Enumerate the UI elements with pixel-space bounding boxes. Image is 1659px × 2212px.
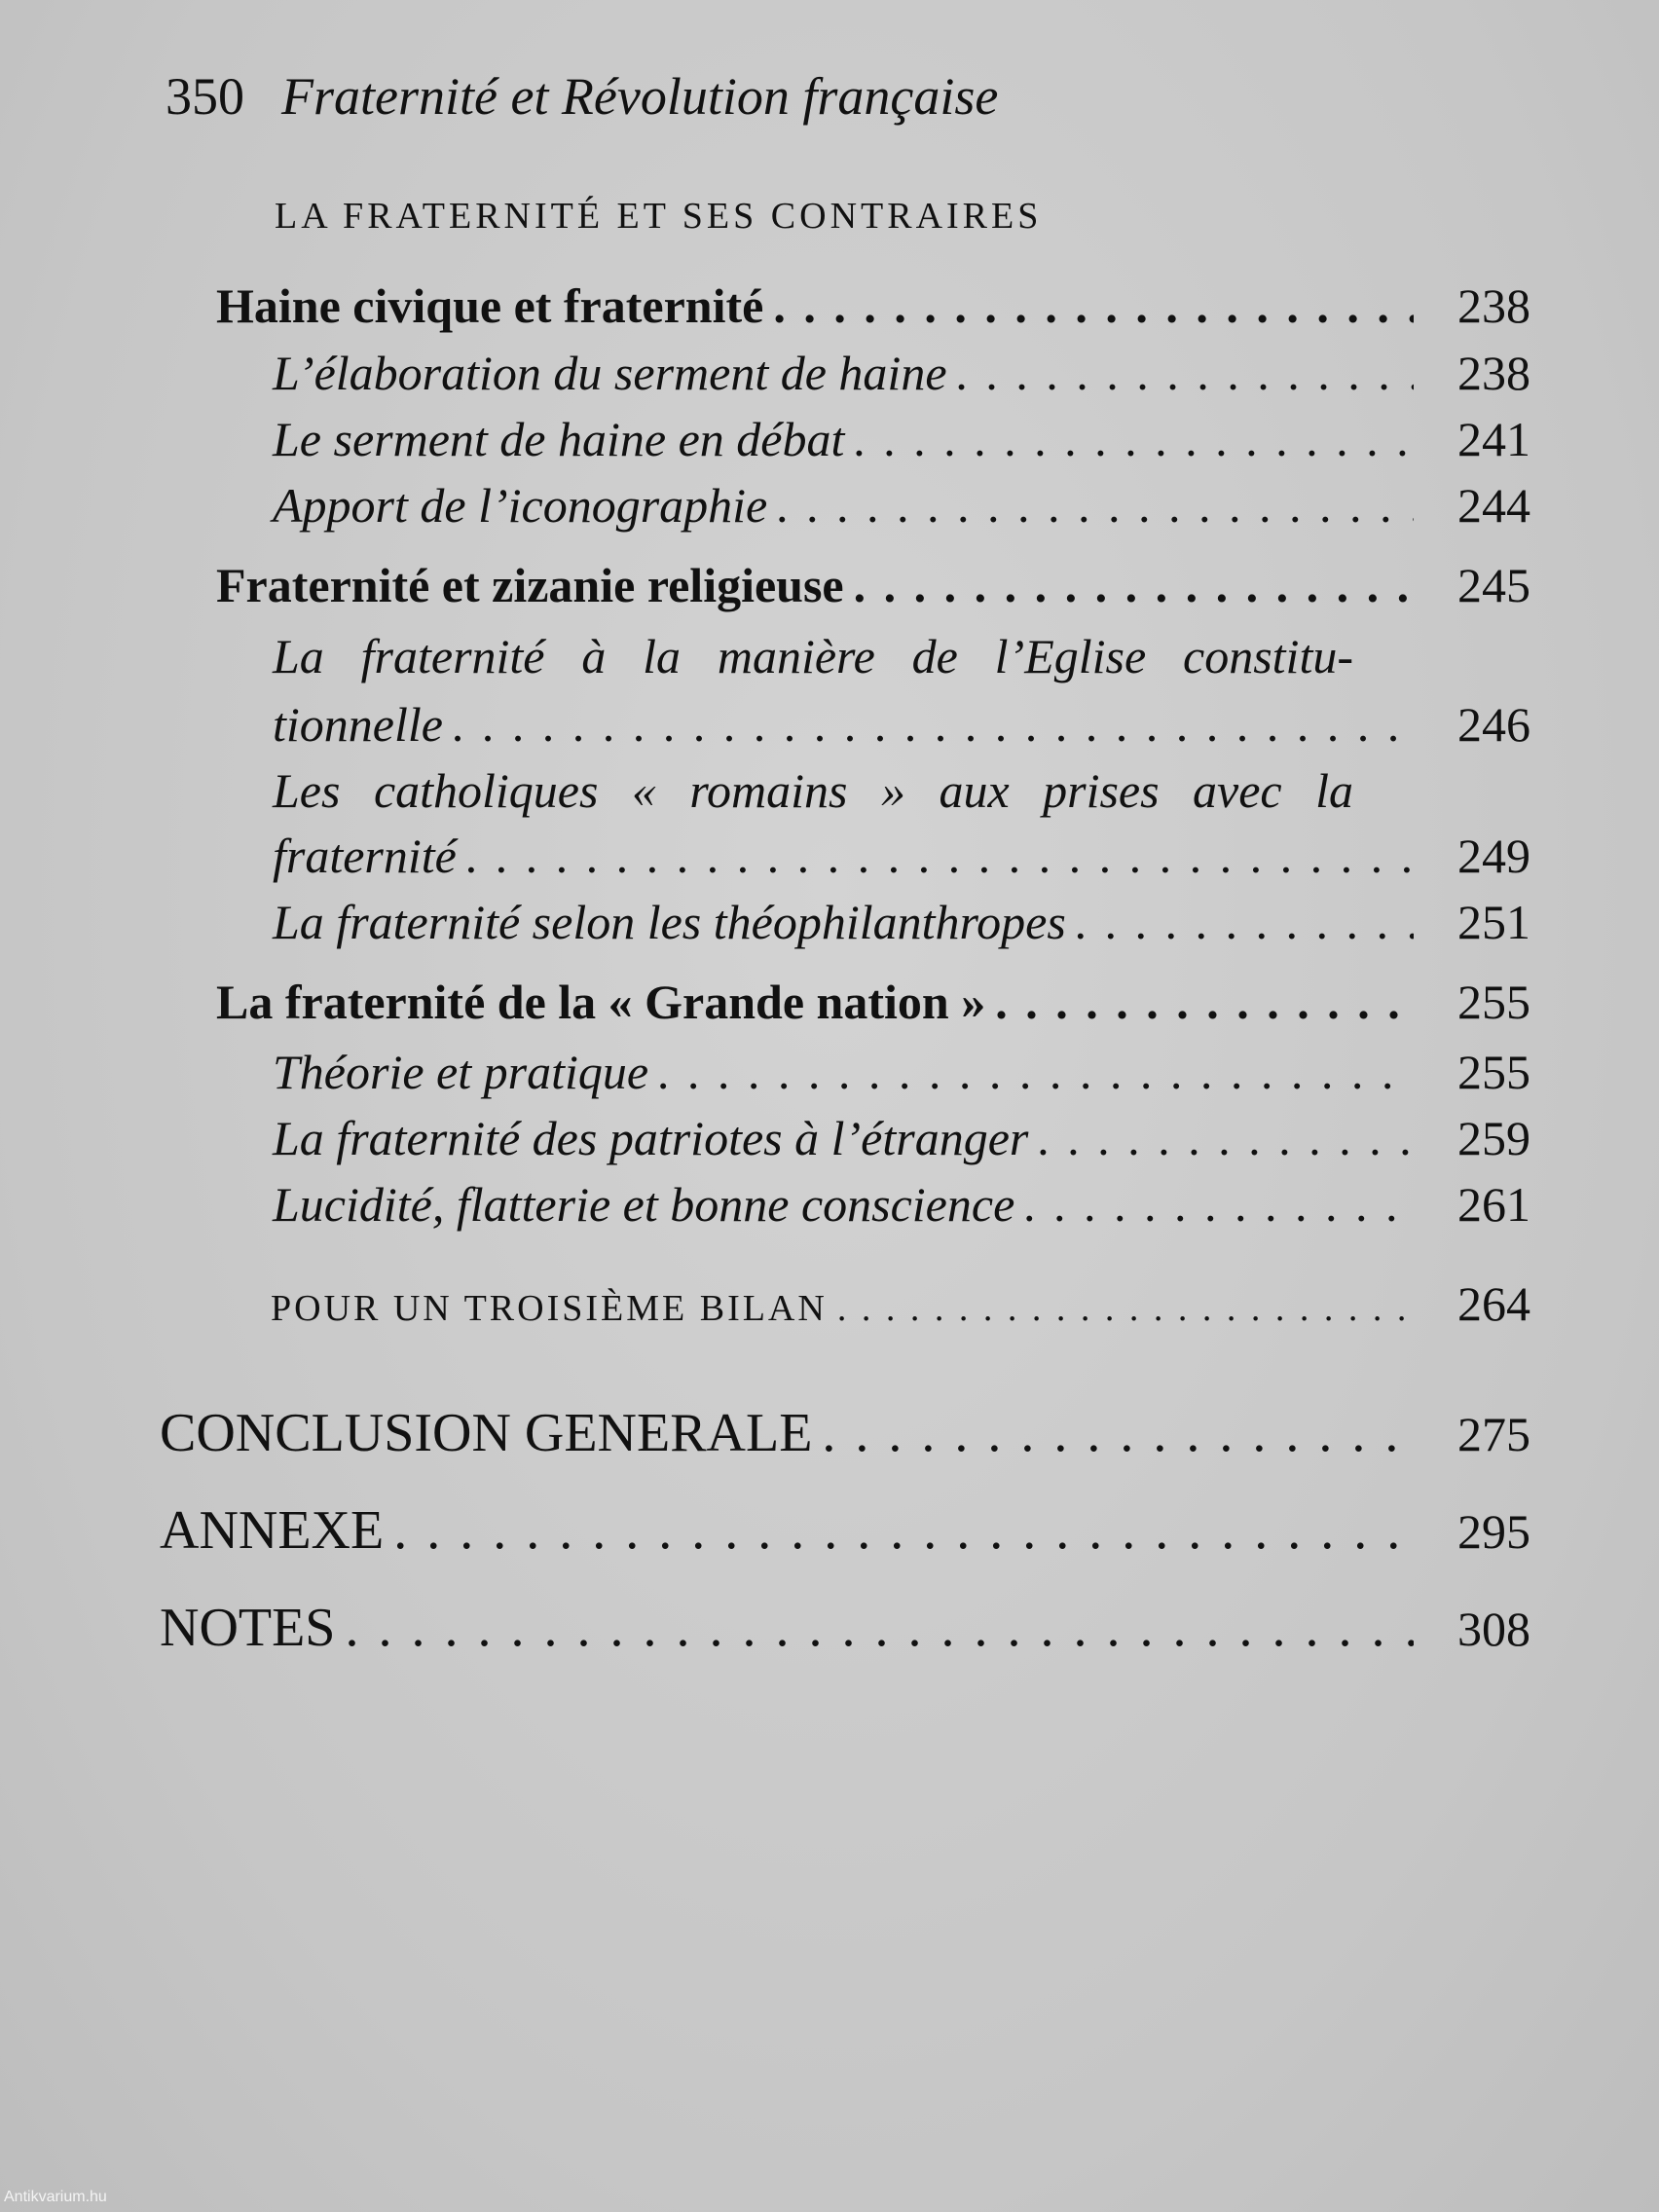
leader-dots <box>1038 1110 1414 1166</box>
toc-page-number: 255 <box>1457 975 1530 1029</box>
leader-dots <box>466 828 1414 884</box>
toc-page-number: 246 <box>1457 697 1530 752</box>
toc-page-number: 308 <box>1457 1602 1530 1656</box>
toc-entry-first-line: La fraternité à la manière de l’Eglise constitu- <box>273 629 1353 683</box>
toc-entry-label: tionnelle <box>273 697 443 752</box>
toc-entry <box>273 894 1530 950</box>
toc-entry-label: Le serment de haine en débat <box>273 412 845 466</box>
toc-entry-label: POUR UN TROISIÈME BILAN <box>271 1288 828 1329</box>
toc-entry <box>273 1176 1530 1233</box>
toc-entry <box>273 477 1530 534</box>
toc-page-number: 261 <box>1457 1177 1530 1232</box>
leader-dots <box>957 345 1414 401</box>
toc-entry-label: Lucidité, flatterie et bonne conscience <box>273 1177 1015 1232</box>
leader-dots <box>658 1044 1414 1100</box>
leader-dots <box>1024 1176 1414 1233</box>
toc-entry <box>216 974 1530 1030</box>
toc-page-number: 295 <box>1457 1504 1530 1559</box>
toc-entry-label: La fraternité de la « Grande nation » <box>216 975 986 1029</box>
toc-entry <box>160 1597 1530 1659</box>
leader-dots <box>837 1287 1414 1330</box>
book-title: Fraternité et Révolution française <box>281 67 999 126</box>
toc-page-number: 249 <box>1457 829 1530 883</box>
toc-entry <box>216 277 1530 334</box>
leader-dots <box>995 974 1414 1030</box>
toc-entry-label: ANNEXE <box>160 1500 385 1561</box>
leader-dots <box>777 477 1414 534</box>
toc-entry <box>273 1044 1530 1100</box>
toc-entry <box>271 1275 1530 1332</box>
toc-page-number: 245 <box>1457 558 1530 612</box>
running-header <box>166 66 998 127</box>
toc-entry <box>160 1499 1530 1562</box>
toc-page-number: 251 <box>1457 895 1530 949</box>
toc-entry <box>160 1402 1530 1464</box>
toc-page-number: 255 <box>1457 1045 1530 1099</box>
leader-dots <box>453 696 1414 753</box>
toc-page-number: 259 <box>1457 1111 1530 1165</box>
toc-entry <box>273 411 1530 467</box>
leader-dots <box>854 557 1414 613</box>
toc-entry-label: NOTES <box>160 1598 336 1658</box>
section-heading: LA FRATERNITÉ ET SES CONTRAIRES <box>275 196 1043 237</box>
toc-entry-label: Théorie et pratique <box>273 1045 649 1099</box>
toc-page-number: 275 <box>1457 1407 1530 1461</box>
toc-entry <box>273 696 1530 753</box>
toc-entry <box>273 345 1530 401</box>
toc-entry-label: La fraternité des patriotes à l’étranger <box>273 1111 1029 1165</box>
toc-entry <box>216 557 1530 613</box>
toc-entry-label: Fraternité et zizanie religieuse <box>216 558 844 612</box>
leader-dots <box>1076 894 1414 950</box>
leader-dots <box>854 411 1414 467</box>
toc-page-number: 244 <box>1457 478 1530 533</box>
page-number: 350 <box>166 67 244 126</box>
toc-entry-label: fraternité <box>273 829 457 883</box>
toc-page-number: 238 <box>1457 346 1530 400</box>
toc-page-number: 264 <box>1457 1276 1530 1331</box>
toc-entry-label: CONCLUSION GENERALE <box>160 1403 813 1463</box>
toc-entry-label: L’élaboration du serment de haine <box>273 346 947 400</box>
toc-entry-label: Apport de l’iconographie <box>273 478 768 533</box>
toc-entry <box>273 1110 1530 1166</box>
leader-dots <box>773 277 1414 334</box>
toc-entry <box>273 828 1530 884</box>
toc-entry-first-line: Les catholiques « romains » aux prises avec la <box>273 763 1353 818</box>
toc-page-number: 241 <box>1457 412 1530 466</box>
toc-entry-label: Haine civique et fraternité <box>216 278 764 333</box>
leader-dots <box>393 1499 1414 1562</box>
watermark: Antikvarium.hu <box>4 2189 107 2205</box>
toc-entry-label: La fraternité selon les théophilanthropes <box>273 895 1066 949</box>
toc-page-number: 238 <box>1457 278 1530 333</box>
leader-dots <box>822 1402 1414 1464</box>
leader-dots <box>345 1597 1414 1659</box>
